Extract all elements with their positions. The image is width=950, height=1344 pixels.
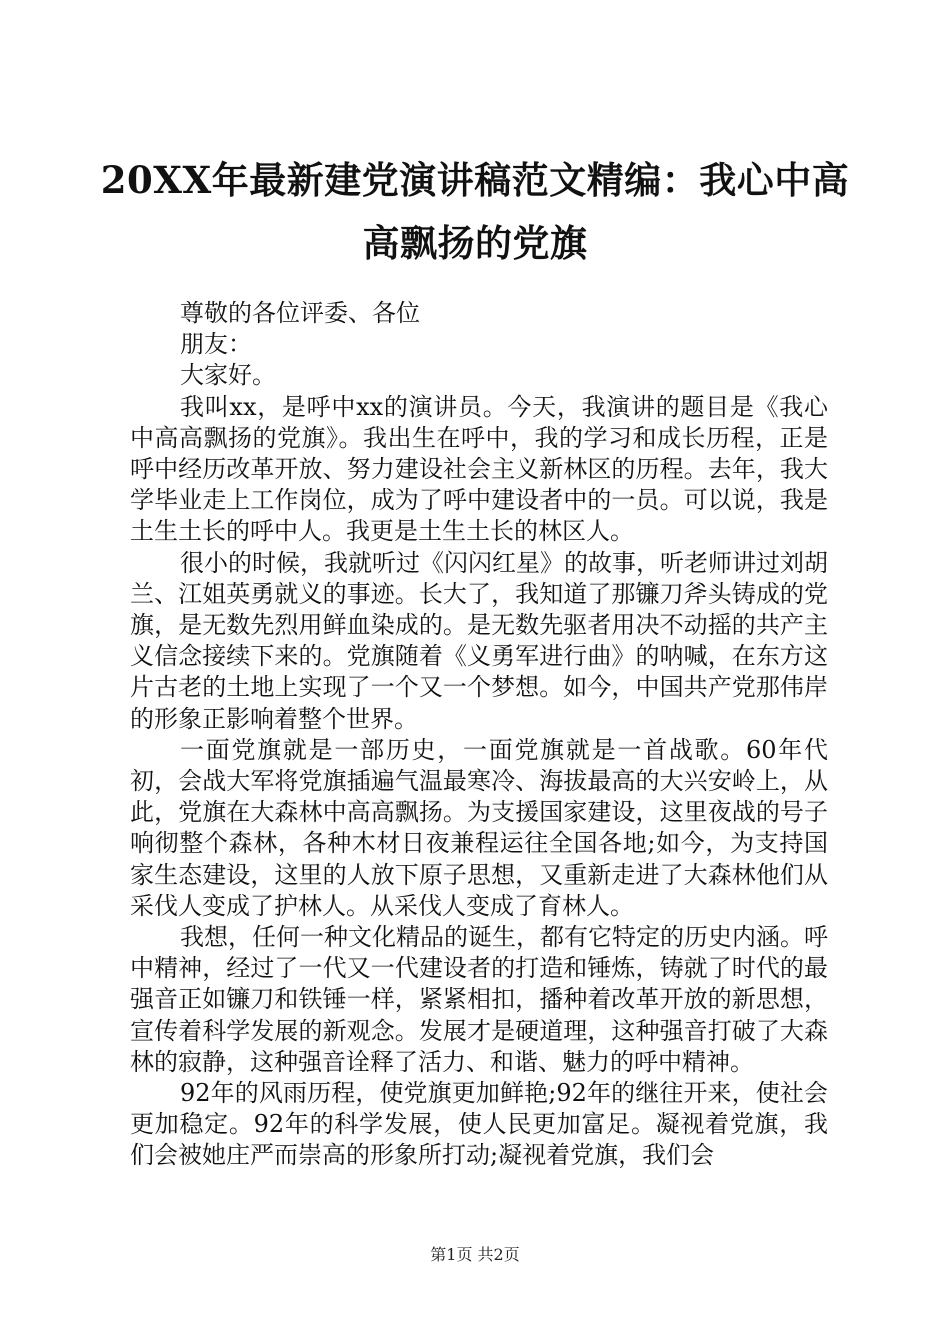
body-paragraph: 我叫xx，是呼中xx的演讲员。今天，我演讲的题目是《我心中高高飘扬的党旗》。我出生在呼中，我的学习和成长历程，正是呼中经历改革开放、努力建设社会主义新林区的历程。去年，我大学毕业走上工作岗位，成为了呼中建设者中的一员。可以说，我是土生土长的呼中人。我更是土生土长的林区人。 (130, 392, 828, 546)
body-paragraph: 一面党旗就是一部历史，一面党旗就是一首战歌。60年代初，会战大军将党旗插遍气温最寒冷、海拔最高的大兴安岭上，从此，党旗在大森林中高高飘扬。为支援国家建设，这里夜战的号子响彻整个森林，各种木材日夜兼程运往全国各地;如今，为支持国家生态建设，这里的人放下原子思想，又重新走进了大森林他们从采伐人变成了护林人。从采伐人变成了育林人。 (130, 735, 828, 920)
body-paragraph: 很小的时候，我就听过《闪闪红星》的故事，听老师讲过刘胡兰、江姐英勇就义的事迹。长大了，我知道了那镰刀斧头铸成的党旗，是无数先烈用鲜血染成的。是无数先驱者用决不动摇的共产主义信念接续下来的。党旗随着《义勇军进行曲》的呐喊，在东方这片古老的土地上实现了一个又一个梦想。如今，中国共产党那伟岸的形象正影响着整个世界。 (130, 548, 828, 733)
page-number-footer: 第1页 共2页 (430, 1245, 520, 1264)
body-paragraph: 我想，任何一种文化精品的诞生，都有它特定的历史内涵。呼中精神，经过了一代又一代建设者的打造和锤炼，铸就了时代的最强音正如镰刀和铁锤一样，紧紧相扣，播种着改革开放的新思想，宣传着科学发展的新观念。发展才是硬道理，这种强音打破了大森林的寂静，这种强音诠释了活力、和谐、魅力的呼中精神。 (130, 923, 828, 1076)
document-title-line-1: 20XX年最新建党演讲稿范文精编：我心中高 (100, 158, 850, 202)
greeting-paragraph: 大家好。 (180, 361, 276, 390)
body-paragraph: 92年的风雨历程，使党旗更加鲜艳;92年的继往开来，使社会更加稳定。92年的科学发展，使人民更加富足。凝视着党旗，我们会被她庄严而崇高的形象所打动;凝视着党旗，我们会 (130, 1079, 828, 1170)
document-body (130, 298, 828, 1172)
salutation-paragraph: 尊敬的各位评委、各位 (180, 299, 420, 327)
document-title-line-2: 高飘扬的党旗 (362, 221, 588, 265)
salutation-paragraph: 朋友： (180, 330, 252, 359)
